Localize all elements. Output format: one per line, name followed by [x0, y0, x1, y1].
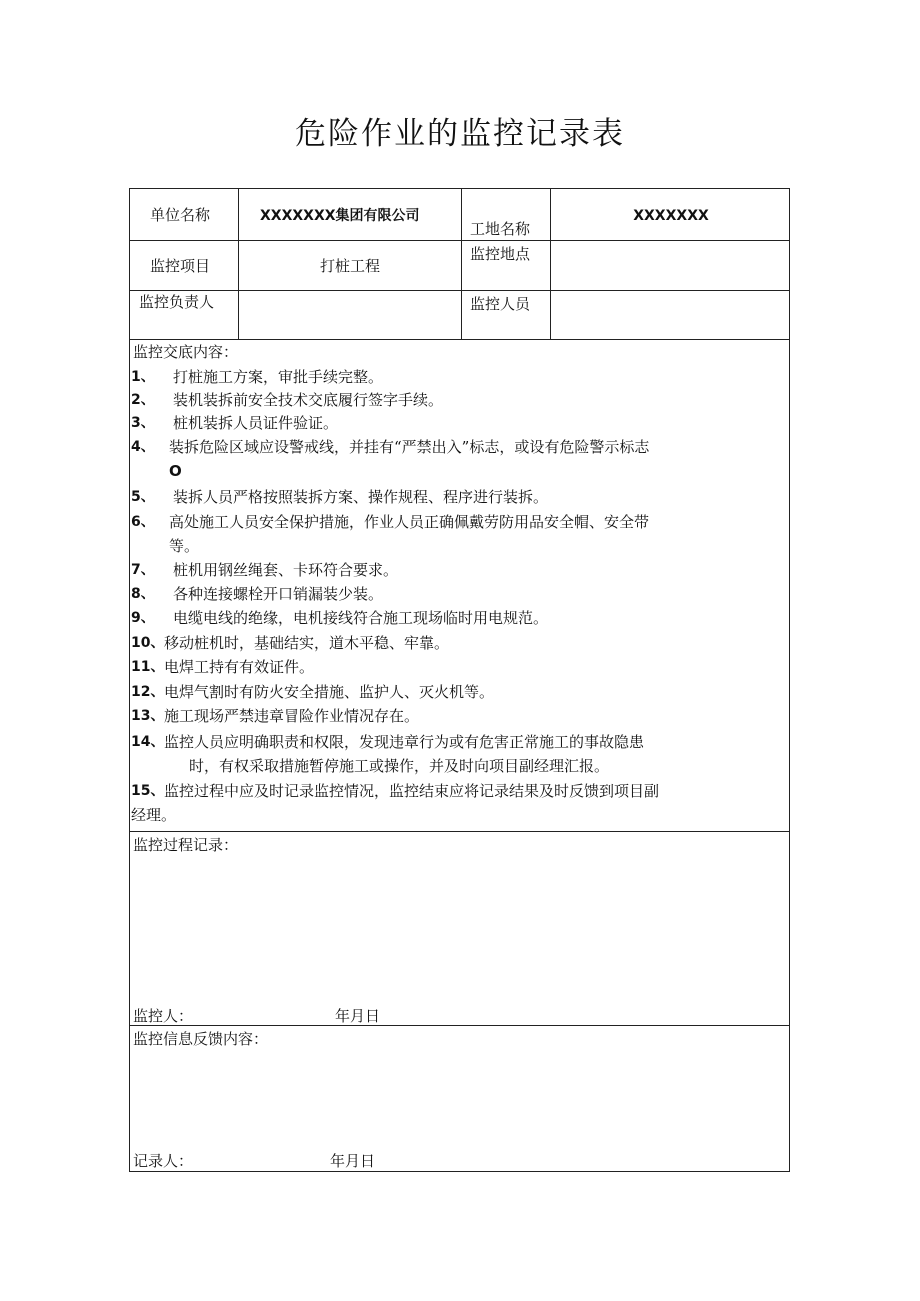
feedback-heading: 监控信息反馈内容： [133, 1030, 269, 1048]
briefing-item: 6、 高处施工人员安全保护措施，作业人员正确佩戴劳防用品安全帽、安全带 等。 [131, 513, 650, 555]
unit-name-value: XXXXXXX集团有限公司 [260, 208, 420, 224]
record-form: 单位名称 XXXXXXX集团有限公司 工地名称 XXXXXXX 监控项目 打桩工程 监控地点 监控负责人 监控人员 监控交底内容： 1、 打桩施工方案，审批手续完整。 2、 装机装拆前安全技术交底履行签字手续。 3、 桩机装拆人员证件验证。 4、 装拆危险区域应设警戒线，并挂有“严禁出入”标志，或设有危险警示标志 O 5、 装拆人员严格按照装拆方案、操作规程、程序进行装拆。 6、 高处施工人员安全保护措施，作业人员正确佩戴劳防用品安全帽、安全带 等。 7、 桩机用钢丝绳套、卡环符合要求。 8、 各种连接螺栓开口销漏装少装。 9、 电缆电线的绝缘，电机接线符合施工现场临时用电规范。 10、 移动桩机时，基础结实，道木平稳、牢靠。 11、 电焊工持有有效证件。 12、 电焊气割时有防火安全措施、监护人、灭火机等。 13、 施工现场严禁违章冒险作业情况存在。 14、 监控人员应明确职责和权限，发现违章行为或有危害正常施工的事故隐患 时，有权采取措施暂停施工或操作，并及时向项目副经理汇报。 15、 监控过程中应及时记录监控情况，监控结束应将记录结果及时反馈到项目副 经理。 监控过程记录： 监控人： 年月日 监控信息反馈内容： 记录人： 年月日 [129, 188, 790, 1172]
briefing-item: 15、 监控过程中应及时记录监控情况，监控结束应将记录结果及时反馈到项目副 经理。 [131, 782, 660, 824]
recorder-label: 记录人： [133, 1152, 194, 1170]
unit-name-label: 单位名称 [150, 206, 211, 224]
staff-label: 监控人员 [470, 295, 531, 313]
process-date: 年月日 [335, 1007, 381, 1025]
leader-label: 监控负责人 [139, 293, 215, 311]
briefing-item: 4、 装拆危险区域应设警戒线，并挂有“严禁出入”标志，或设有危险警示标志 O [131, 438, 650, 480]
row-divider [130, 240, 789, 241]
process-heading: 监控过程记录： [133, 836, 239, 854]
section-divider [130, 831, 789, 832]
project-label: 监控项目 [150, 257, 211, 275]
site-name-value: XXXXXXX [633, 208, 709, 224]
page-title: 危险作业的监控记录表 [295, 116, 625, 152]
feedback-date: 年月日 [330, 1152, 376, 1170]
briefing-item: 14、 监控人员应明确职责和权限，发现违章行为或有危害正常施工的事故隐患 时，有权采取措施暂停施工或操作，并及时向项目副经理汇报。 [131, 733, 645, 775]
row-divider [130, 290, 789, 291]
location-label: 监控地点 [470, 245, 531, 263]
column-divider [461, 189, 462, 339]
project-value: 打桩工程 [319, 257, 380, 275]
row-divider [130, 339, 789, 340]
briefing-heading: 监控交底内容： [133, 343, 239, 361]
section-divider [130, 1025, 789, 1026]
signer-label: 监控人： [133, 1007, 194, 1025]
site-name-label: 工地名称 [470, 220, 531, 238]
